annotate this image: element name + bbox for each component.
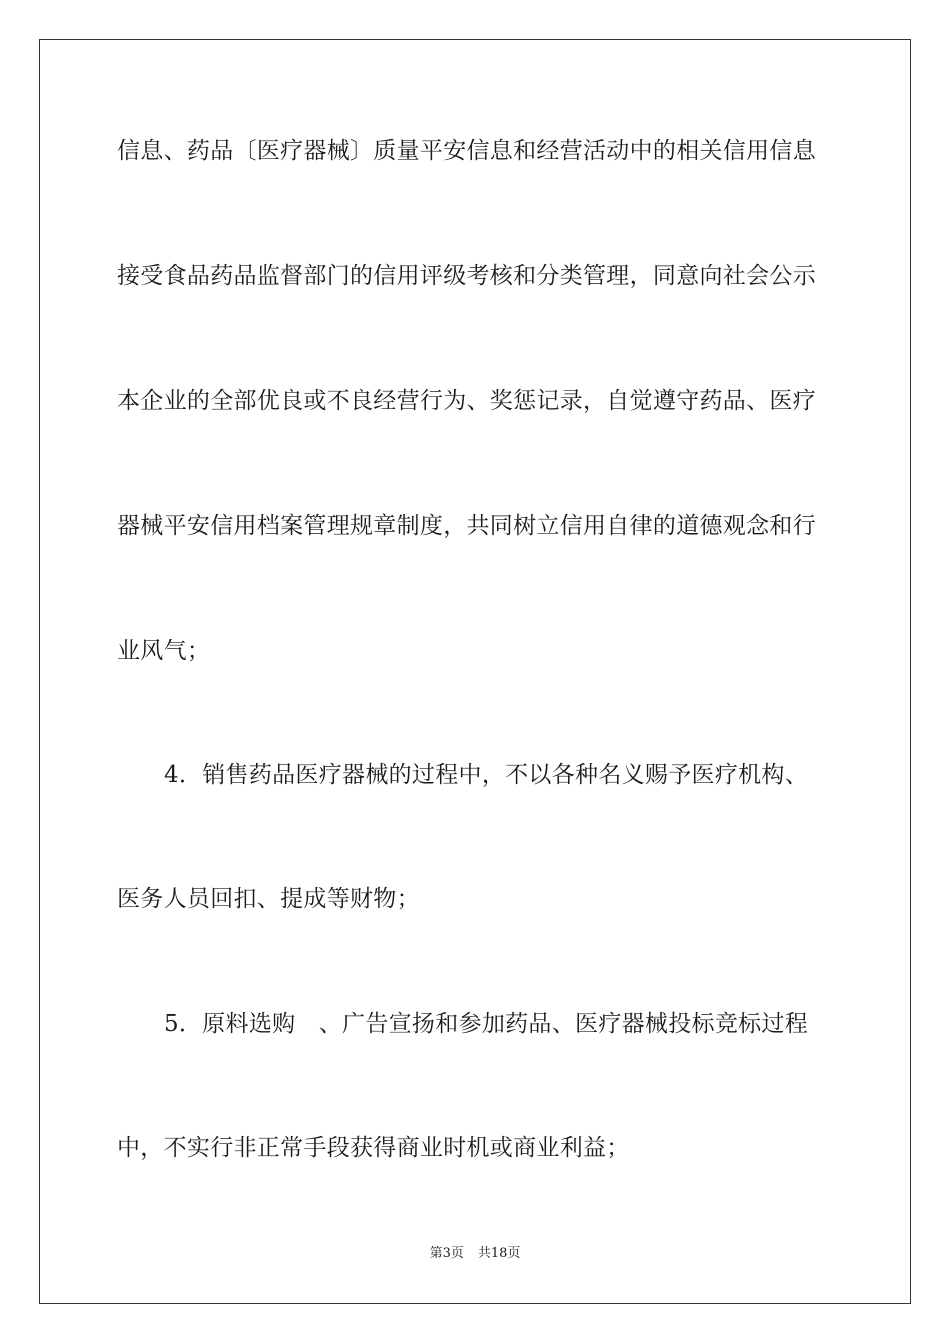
text-line: 医务人员回扣、提成等财物； [117,886,420,912]
page-total: 共18页 [477,1246,521,1261]
text-line: 5．原料选购 、广告宣扬和参加药品、医疗器械投标竞标过程 [164,1011,809,1037]
text-line: 信息、药品〔医疗器械〕质量平安信息和经营活动中的相关信用信息 [117,138,816,164]
page-number: 第3页 [429,1246,464,1261]
text-line: 器械平安信用档案管理规章制度，共同树立信用自律的道德观念和行 [117,513,816,539]
text-line: 4．销售药品医疗器械的过程中，不以各种名义赐予医疗机构、 [164,762,809,788]
text-line: 中，不实行非正常手段获得商业时机或商业利益； [117,1135,630,1161]
page-footer [0,1245,950,1263]
page-border [39,39,911,1304]
text-line: 业风气； [117,638,211,664]
text-line: 接受食品药品监督部门的信用评级考核和分类管理，同意向社会公示 [117,263,816,289]
text-line: 本企业的全部优良或不良经营行为、奖惩记录，自觉遵守药品、医疗 [117,388,816,414]
